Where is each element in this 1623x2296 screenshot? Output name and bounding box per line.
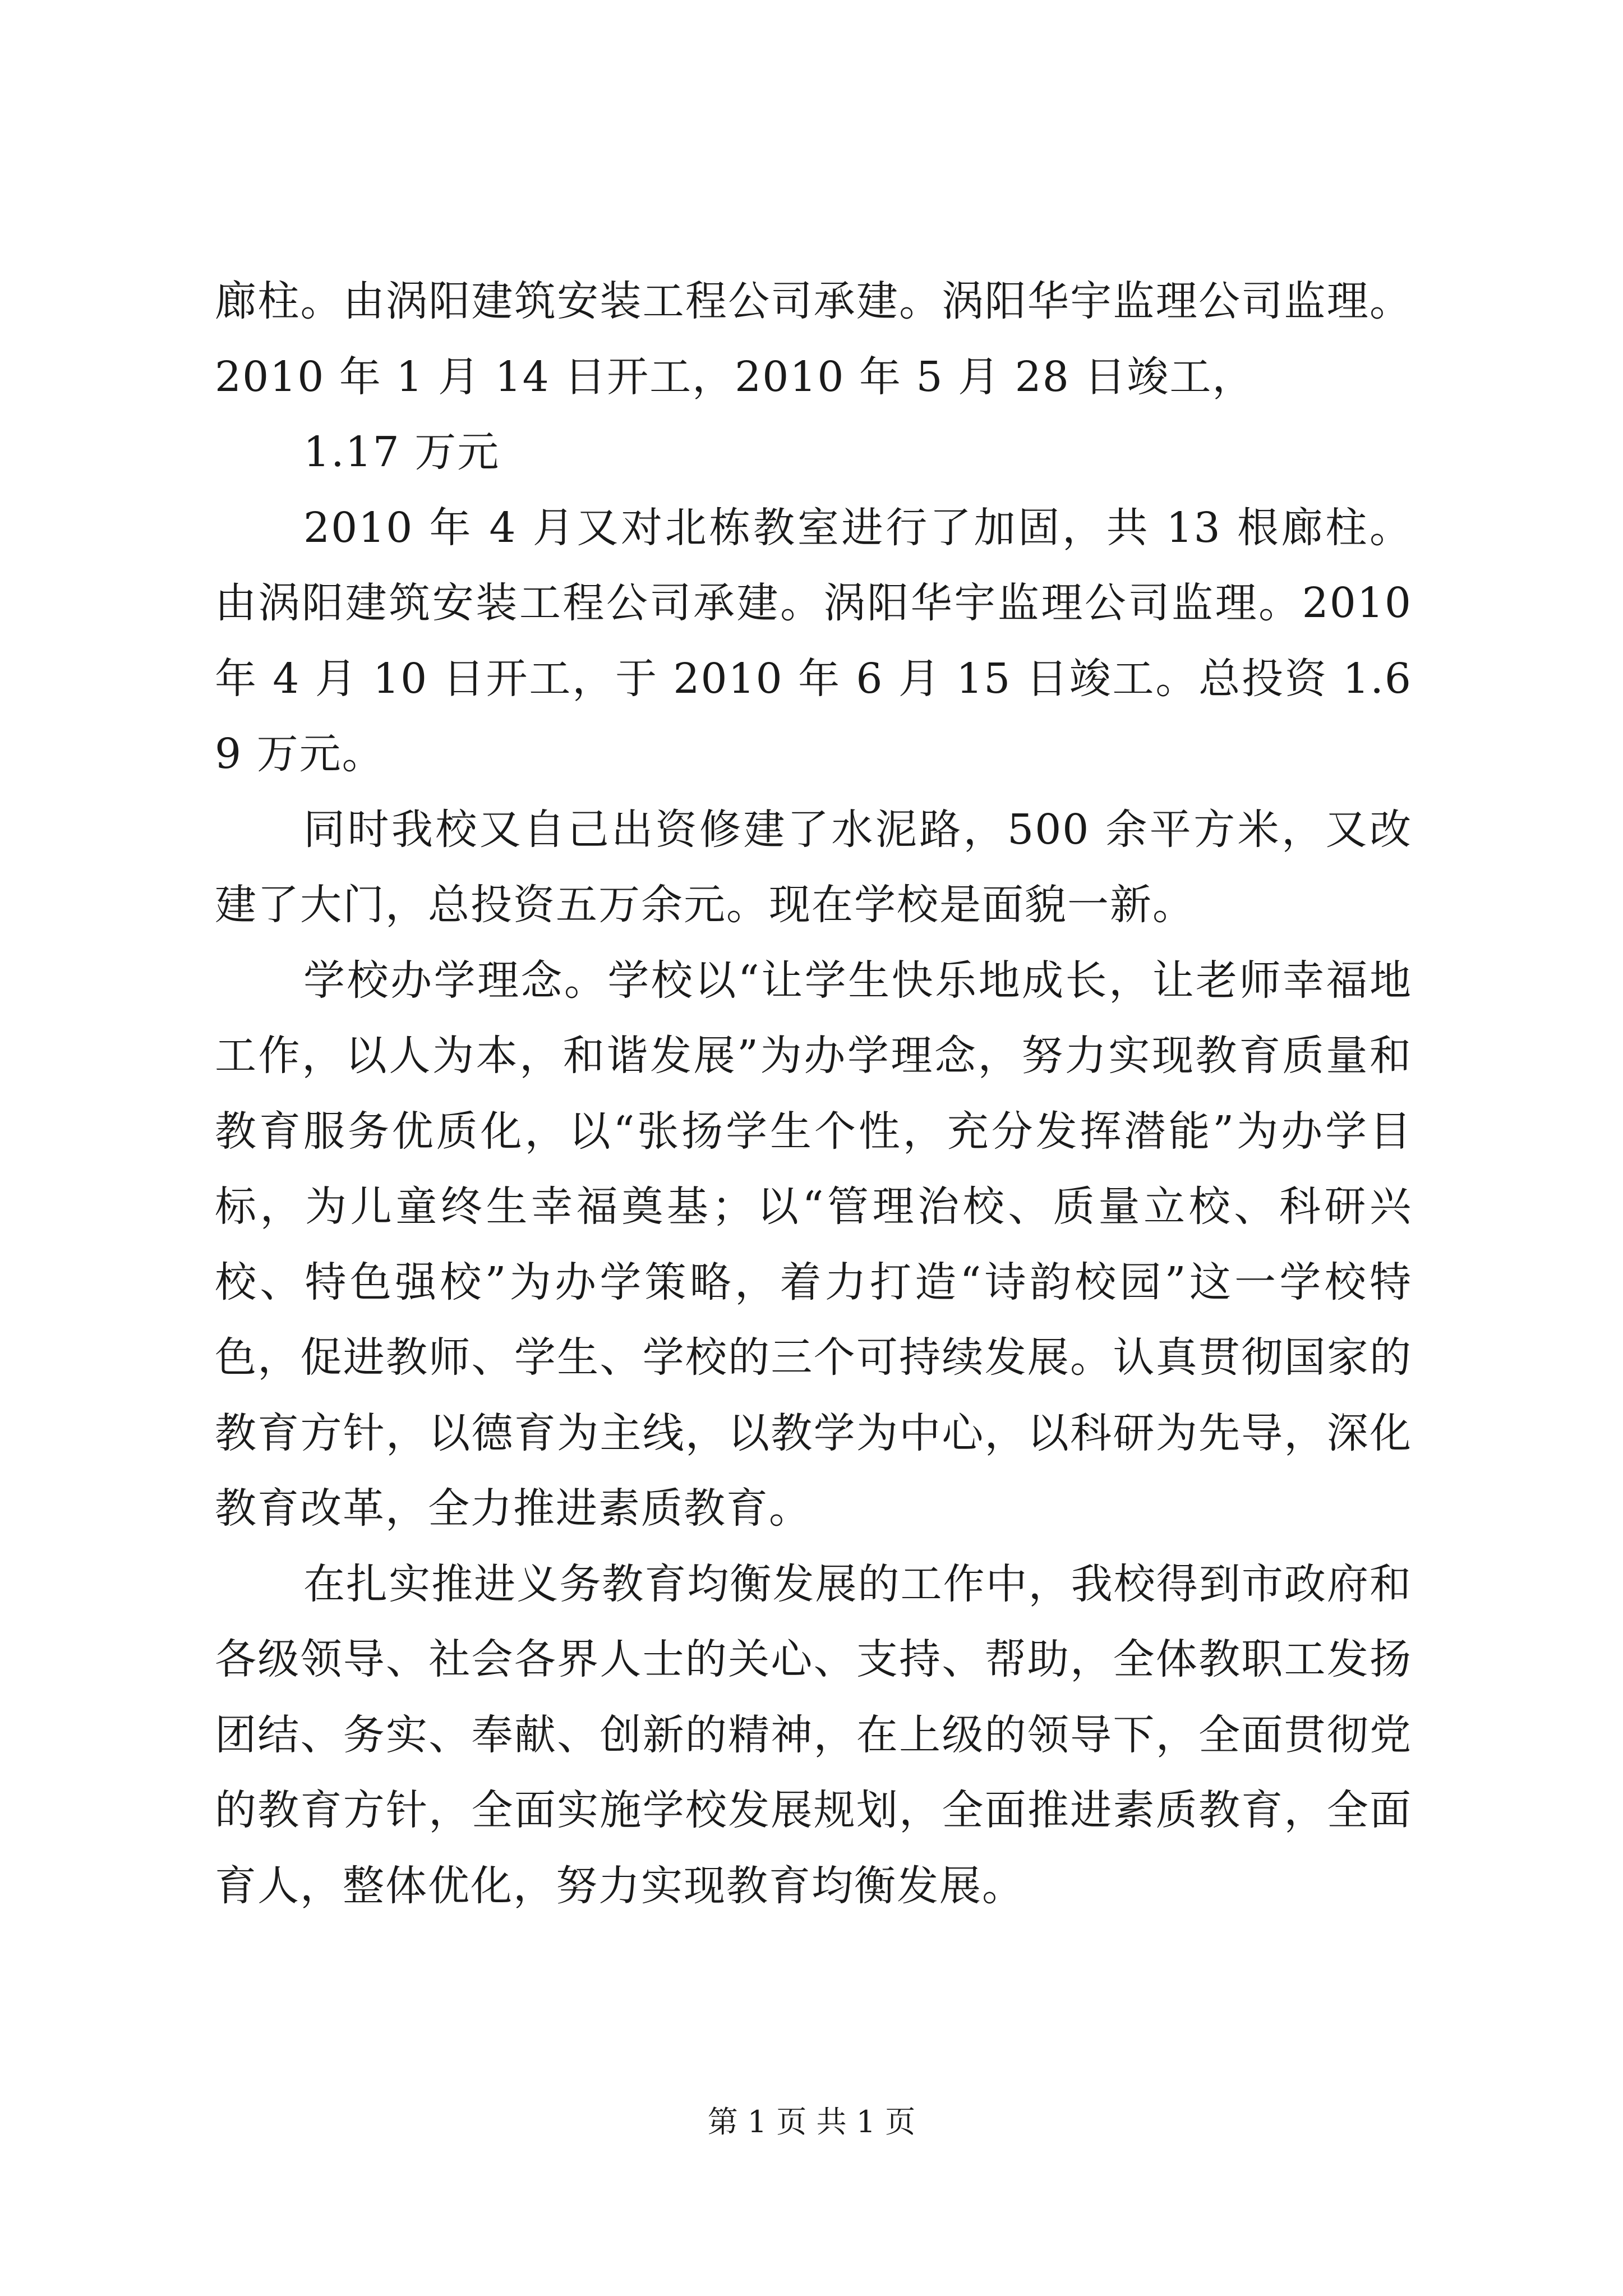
paragraph-4: 同时我校又自己出资修建了水泥路，500 余平方米，又改建了大门，总投资五万余元。现在学校是面貌一新。 [215,805,1412,929]
paragraph-5: 学校办学理念。学校以“让学生快乐地成长，让老师幸福地工作，以人为本，和谐发展”为办学理念，努力实现教育质量和教育服务优质化，以“张扬学生个性，充分发挥潜能”为办学目标，为儿童终生幸福奠基；以“管理治校、质量立校、科研兴校、特色强校”为办学策略，着力打造“诗韵校园”这一学校特色，促进教师、学生、学校的三个可持续发展。认真贯彻国家的教育方针，以德育为主线，以教学为中心，以科研为先导，深化教育改革，全力推进素质教育。 [215,956,1412,1533]
paragraph-6: 在扎实推进义务教育均衡发展的工作中，我校得到市政府和各级领导、社会各界人士的关心、支持、帮助，全体教职工发扬团结、务实、奉献、创新的精神，在上级的领导下，全面贯彻党的教育方针，全面实施学校发展规划，全面推进素质教育，全面育人，整体优化，努力实现教育均衡发展。 [215,1559,1412,1910]
page-number-footer: 第 1 页 共 1 页 [707,2104,916,2139]
paragraph-2: 1.17 万元 [303,428,500,476]
document-body [215,264,1412,1924]
paragraph-3: 2010 年 4 月又对北栋教室进行了加固，共 13 根廊柱。由涡阳建筑安装工程公司承建。涡阳华宇监理公司监理。2010 年 4 月 10 日开工，于 2010 年 6 月 15 日竣工。总投资 1.69 万元。 [215,503,1412,778]
paragraph-1: 廊柱。由涡阳建筑安装工程公司承建。涡阳华宇监理公司监理。2010 年 1 月 14 日开工，2010 年 5 月 28 日竣工， [215,277,1412,401]
